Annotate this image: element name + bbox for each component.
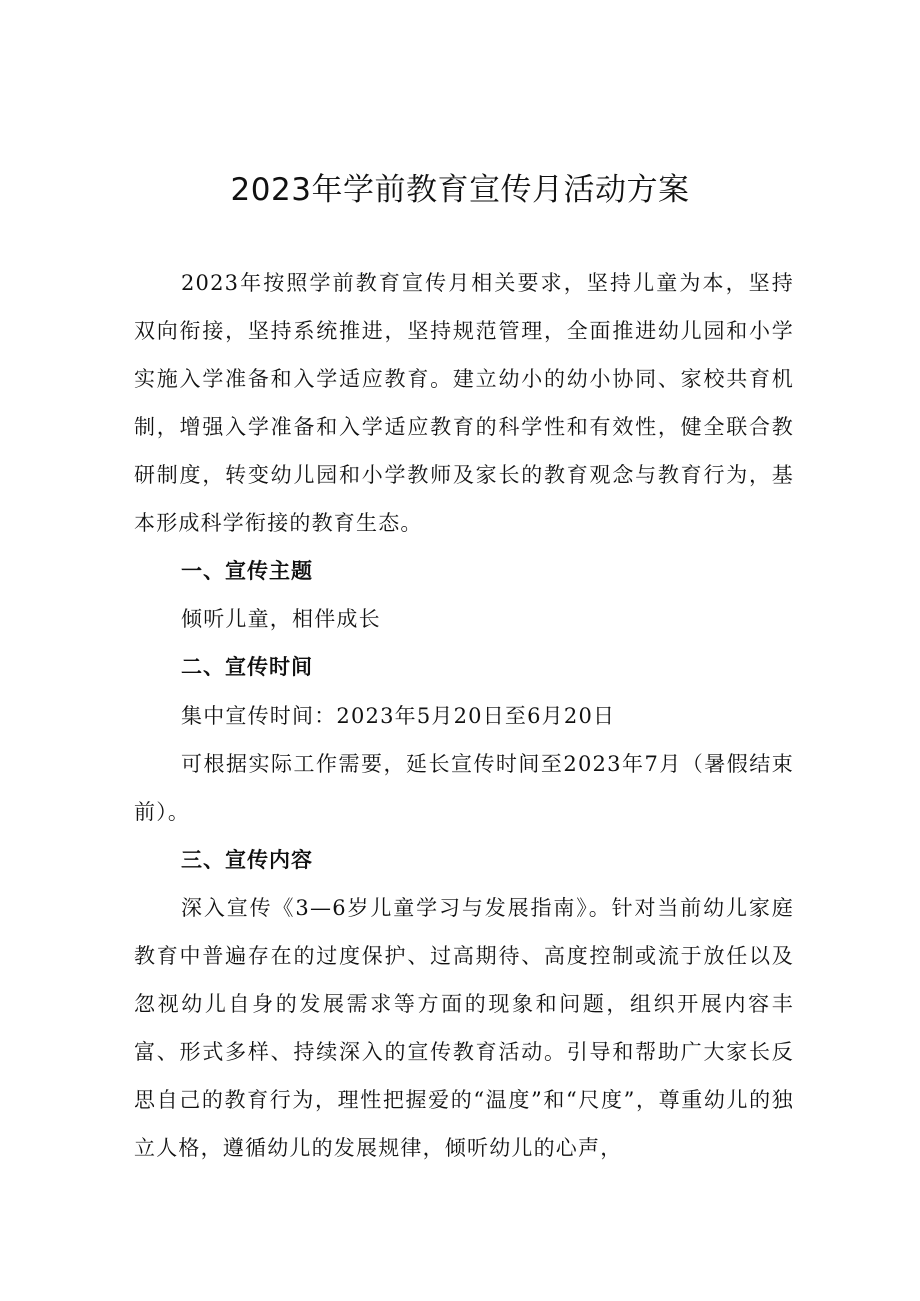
- content-paragraph: 深入宣传《3—6岁儿童学习与发展指南》。针对当前幼儿家庭教育中普遍存在的过度保护、过高期待、高度控制或流于放任以及忽视幼儿自身的发展需求等方面的现象和问题，组织开展内容丰富、形式多样、持续深入的宣传教育活动。引导和帮助广大家长反思自己的教育行为，理性把握爱的“温度”和“尺度”，尊重幼儿的独立人格，遵循幼儿的发展规律，倾听幼儿的心声，: [134, 896, 794, 1160]
- document-title: 2023年学前教育宣传月活动方案: [230, 172, 690, 208]
- time-text: 集中宣传时间：2023年5月20日至6月20日: [181, 704, 616, 728]
- time-extension-paragraph: 可根据实际工作需要，延长宣传时间至2023年7月（暑假结束前）。: [134, 752, 794, 824]
- intro-paragraph: 2023年按照学前教育宣传月相关要求，坚持儿童为本，坚持双向衔接，坚持系统推进，坚持规范管理，全面推进幼儿园和小学实施入学准备和入学适应教育。建立幼小的幼小协同、家校共育机制，增强入学准备和入学适应教育的科学性和有效性，健全联合教研制度，转变幼儿园和小学教师及家长的教育观念与教育行为，基本形成科学衔接的教育生态。: [134, 271, 794, 535]
- section-heading-content: 三、宣传内容: [181, 848, 313, 872]
- theme-text: 倾听儿童，相伴成长: [181, 607, 381, 631]
- section-heading-time: 二、宣传时间: [181, 655, 313, 679]
- section-heading-theme: 一、宣传主题: [181, 559, 313, 583]
